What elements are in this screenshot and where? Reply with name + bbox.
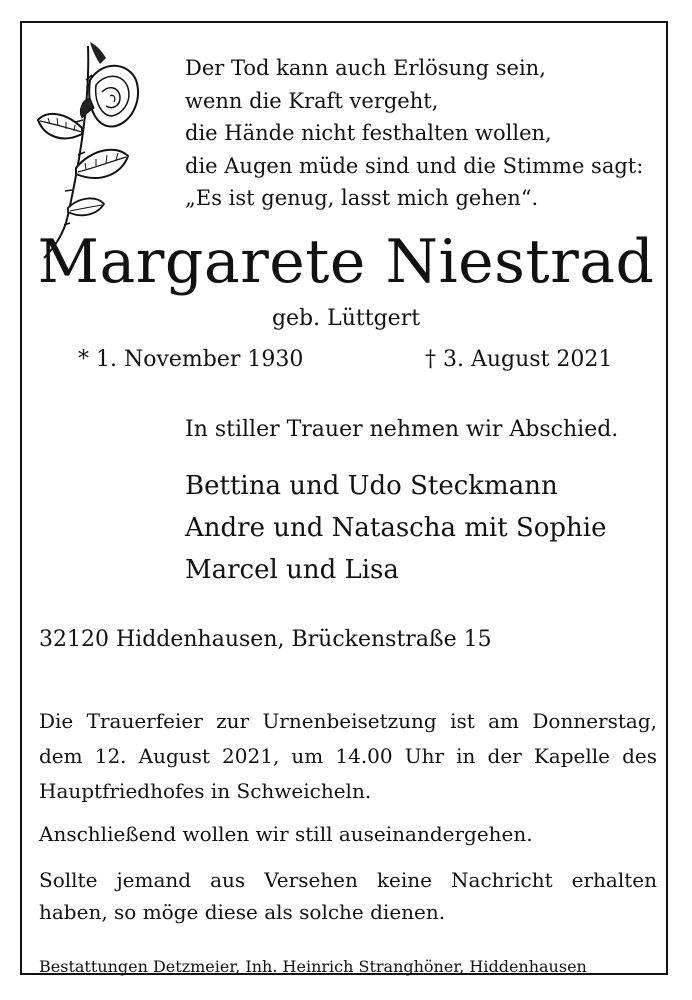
farewell-text: In stiller Trauer nehmen wir Abschied.	[185, 417, 619, 442]
notice-line: haben, so möge diese als solche dienen.	[39, 900, 446, 924]
mourner-entry: Bettina und Udo Steckmann	[185, 471, 558, 501]
poem-line: Der Tod kann auch Erlösung sein,	[185, 56, 546, 80]
ceremony-info	[39, 704, 657, 809]
death-date: † 3. August 2021	[425, 347, 613, 372]
funeral-home: Bestattungen Detzmeier, Inh. Heinrich Stranghöner, Hiddenhausen	[39, 957, 587, 976]
deceased-name: Margarete Niestrad	[37, 227, 655, 297]
poem-line: die Hände nicht festhalten wollen,	[185, 121, 552, 145]
poem-line: „Es ist genug, lasst mich gehen“.	[185, 186, 539, 210]
ceremony-line: Die Trauerfeier zur Urnenbeisetzung ist am Donnerstag,	[39, 709, 657, 733]
mourner-entry: Andre und Natascha mit Sophie	[185, 513, 607, 543]
poem	[185, 52, 643, 215]
mourners-list	[185, 465, 607, 591]
mourner-entry: Marcel und Lisa	[185, 555, 399, 585]
address: 32120 Hiddenhausen, Brückenstraße 15	[39, 627, 492, 652]
notice-text	[39, 864, 657, 928]
born-name: geb. Lüttgert	[271, 306, 421, 331]
poem-line: die Augen müde sind und die Stimme sagt:	[185, 153, 644, 178]
notice-line: Sollte jemand aus Versehen keine Nachricht erhalten	[39, 868, 657, 892]
ceremony-line: Hauptfriedhofes in Schweicheln.	[39, 779, 372, 803]
poem-line: wenn die Kraft vergeht,	[185, 88, 439, 113]
ceremony-line: dem 12. August 2021, um 14.00 Uhr in der Kapelle des	[39, 744, 657, 768]
afterward-text: Anschließend wollen wir still auseinandergehen.	[39, 822, 533, 846]
birth-date: * 1. November 1930	[78, 347, 304, 372]
